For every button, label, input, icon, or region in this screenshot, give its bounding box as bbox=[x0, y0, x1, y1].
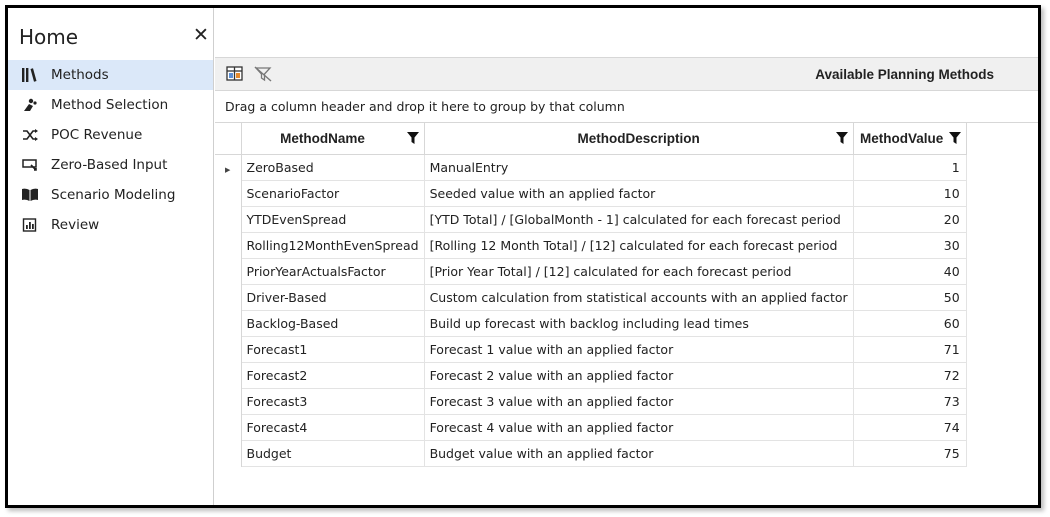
sidebar-item-label: Review bbox=[51, 217, 100, 233]
cell-name[interactable]: Forecast1 bbox=[241, 336, 424, 362]
cell-value[interactable]: 1 bbox=[853, 154, 966, 180]
table-row[interactable] bbox=[215, 414, 966, 440]
cell-value[interactable]: 30 bbox=[853, 232, 966, 258]
column-chooser-icon[interactable] bbox=[225, 64, 245, 84]
cell-value[interactable]: 50 bbox=[853, 284, 966, 310]
library-icon bbox=[21, 67, 39, 83]
table-row[interactable] bbox=[215, 362, 966, 388]
app-window bbox=[5, 5, 1041, 508]
input-icon bbox=[21, 157, 39, 173]
row-indicator bbox=[215, 284, 241, 310]
cell-description[interactable]: Build up forecast with backlog including lead times bbox=[424, 310, 853, 336]
cell-description[interactable]: [Prior Year Total] / [12] calculated for each forecast period bbox=[424, 258, 853, 284]
cell-description[interactable]: Forecast 1 value with an applied factor bbox=[424, 336, 853, 362]
cell-description[interactable]: ManualEntry bbox=[424, 154, 853, 180]
column-header-methodname[interactable] bbox=[241, 123, 424, 154]
sidebar-item-label: POC Revenue bbox=[51, 127, 143, 143]
panel-title: Available Planning Methods bbox=[815, 67, 994, 82]
table-row[interactable] bbox=[215, 310, 966, 336]
row-indicator bbox=[215, 232, 241, 258]
cell-description[interactable]: Seeded value with an applied factor bbox=[424, 180, 853, 206]
table-row[interactable] bbox=[215, 336, 966, 362]
bar-chart-icon bbox=[21, 217, 39, 233]
sidebar-item-label: Method Selection bbox=[51, 97, 169, 113]
row-indicator bbox=[215, 258, 241, 284]
filter-icon[interactable] bbox=[836, 132, 848, 147]
row-indicator bbox=[215, 414, 241, 440]
cell-name[interactable]: Driver-Based bbox=[241, 284, 424, 310]
column-header-methoddescription[interactable] bbox=[424, 123, 853, 154]
row-indicator bbox=[215, 206, 241, 232]
pointer-icon bbox=[21, 97, 39, 113]
close-icon[interactable]: ✕ bbox=[193, 24, 209, 46]
cell-name[interactable]: Forecast3 bbox=[241, 388, 424, 414]
grid-body bbox=[215, 154, 966, 466]
table-row[interactable] bbox=[215, 206, 966, 232]
row-indicator bbox=[215, 362, 241, 388]
cell-value[interactable]: 20 bbox=[853, 206, 966, 232]
cell-name[interactable]: Forecast4 bbox=[241, 414, 424, 440]
sidebar bbox=[8, 8, 214, 505]
cell-description[interactable]: [YTD Total] / [GlobalMonth - 1] calculated for each forecast period bbox=[424, 206, 853, 232]
table-row[interactable] bbox=[215, 284, 966, 310]
cell-name[interactable]: YTDEvenSpread bbox=[241, 206, 424, 232]
sidebar-item-zero-based-input[interactable] bbox=[8, 150, 213, 180]
sidebar-item-label: Scenario Modeling bbox=[51, 187, 176, 203]
row-indicator bbox=[215, 154, 241, 180]
grid-toolbar bbox=[215, 58, 1038, 91]
row-indicator bbox=[215, 310, 241, 336]
sidebar-item-review[interactable] bbox=[8, 210, 213, 240]
cell-description[interactable]: Forecast 4 value with an applied factor bbox=[424, 414, 853, 440]
table-row[interactable] bbox=[215, 440, 966, 466]
cell-value[interactable]: 75 bbox=[853, 440, 966, 466]
row-indicator bbox=[215, 440, 241, 466]
cell-value[interactable]: 40 bbox=[853, 258, 966, 284]
sidebar-title: Home bbox=[19, 25, 79, 49]
row-indicator bbox=[215, 388, 241, 414]
table-row[interactable] bbox=[215, 154, 966, 180]
row-indicator-header bbox=[215, 123, 241, 154]
current-row-arrow-icon: ▶ bbox=[225, 165, 231, 174]
sidebar-item-label: Zero-Based Input bbox=[51, 157, 168, 173]
sidebar-item-methods[interactable] bbox=[8, 60, 213, 90]
cell-description[interactable]: Forecast 3 value with an applied factor bbox=[424, 388, 853, 414]
cell-value[interactable]: 72 bbox=[853, 362, 966, 388]
sidebar-item-label: Methods bbox=[51, 67, 109, 83]
cell-value[interactable]: 74 bbox=[853, 414, 966, 440]
filter-icon[interactable] bbox=[407, 132, 419, 147]
group-by-panel[interactable]: Drag a column header and drop it here to group by that column bbox=[215, 91, 1038, 123]
cell-name[interactable]: ZeroBased bbox=[241, 154, 424, 180]
cell-description[interactable]: Custom calculation from statistical accounts with an applied factor bbox=[424, 284, 853, 310]
sidebar-item-method-selection[interactable] bbox=[8, 90, 213, 120]
header-row bbox=[215, 123, 966, 154]
main-header bbox=[215, 8, 1038, 58]
main-content bbox=[215, 8, 1038, 505]
clear-filter-icon[interactable] bbox=[253, 64, 273, 84]
cell-description[interactable]: Forecast 2 value with an applied factor bbox=[424, 362, 853, 388]
cell-value[interactable]: 71 bbox=[853, 336, 966, 362]
cell-description[interactable]: Budget value with an applied factor bbox=[424, 440, 853, 466]
cell-name[interactable]: Rolling12MonthEvenSpread bbox=[241, 232, 424, 258]
table-row[interactable] bbox=[215, 388, 966, 414]
column-header-label: MethodDescription bbox=[577, 130, 700, 146]
row-indicator bbox=[215, 180, 241, 206]
column-header-label: MethodValue bbox=[860, 130, 944, 146]
book-icon bbox=[21, 187, 39, 203]
sidebar-item-poc-revenue[interactable] bbox=[8, 120, 213, 150]
table-row[interactable] bbox=[215, 180, 966, 206]
sidebar-nav bbox=[8, 60, 213, 240]
cell-name[interactable]: Forecast2 bbox=[241, 362, 424, 388]
row-indicator bbox=[215, 336, 241, 362]
shuffle-icon bbox=[21, 127, 39, 143]
filter-icon[interactable] bbox=[949, 132, 961, 147]
cell-value[interactable]: 73 bbox=[853, 388, 966, 414]
sidebar-item-scenario-modeling[interactable] bbox=[8, 180, 213, 210]
cell-name[interactable]: Backlog-Based bbox=[241, 310, 424, 336]
cell-name[interactable]: ScenarioFactor bbox=[241, 180, 424, 206]
cell-value[interactable]: 10 bbox=[853, 180, 966, 206]
cell-description[interactable]: [Rolling 12 Month Total] / [12] calculated for each forecast period bbox=[424, 232, 853, 258]
cell-value[interactable]: 60 bbox=[853, 310, 966, 336]
cell-name[interactable]: Budget bbox=[241, 440, 424, 466]
cell-name[interactable]: PriorYearActualsFactor bbox=[241, 258, 424, 284]
table-row[interactable] bbox=[215, 258, 966, 284]
column-header-label: MethodName bbox=[280, 130, 365, 146]
methods-grid bbox=[215, 123, 967, 467]
column-header-methodvalue[interactable] bbox=[853, 123, 966, 154]
table-row[interactable] bbox=[215, 232, 966, 258]
